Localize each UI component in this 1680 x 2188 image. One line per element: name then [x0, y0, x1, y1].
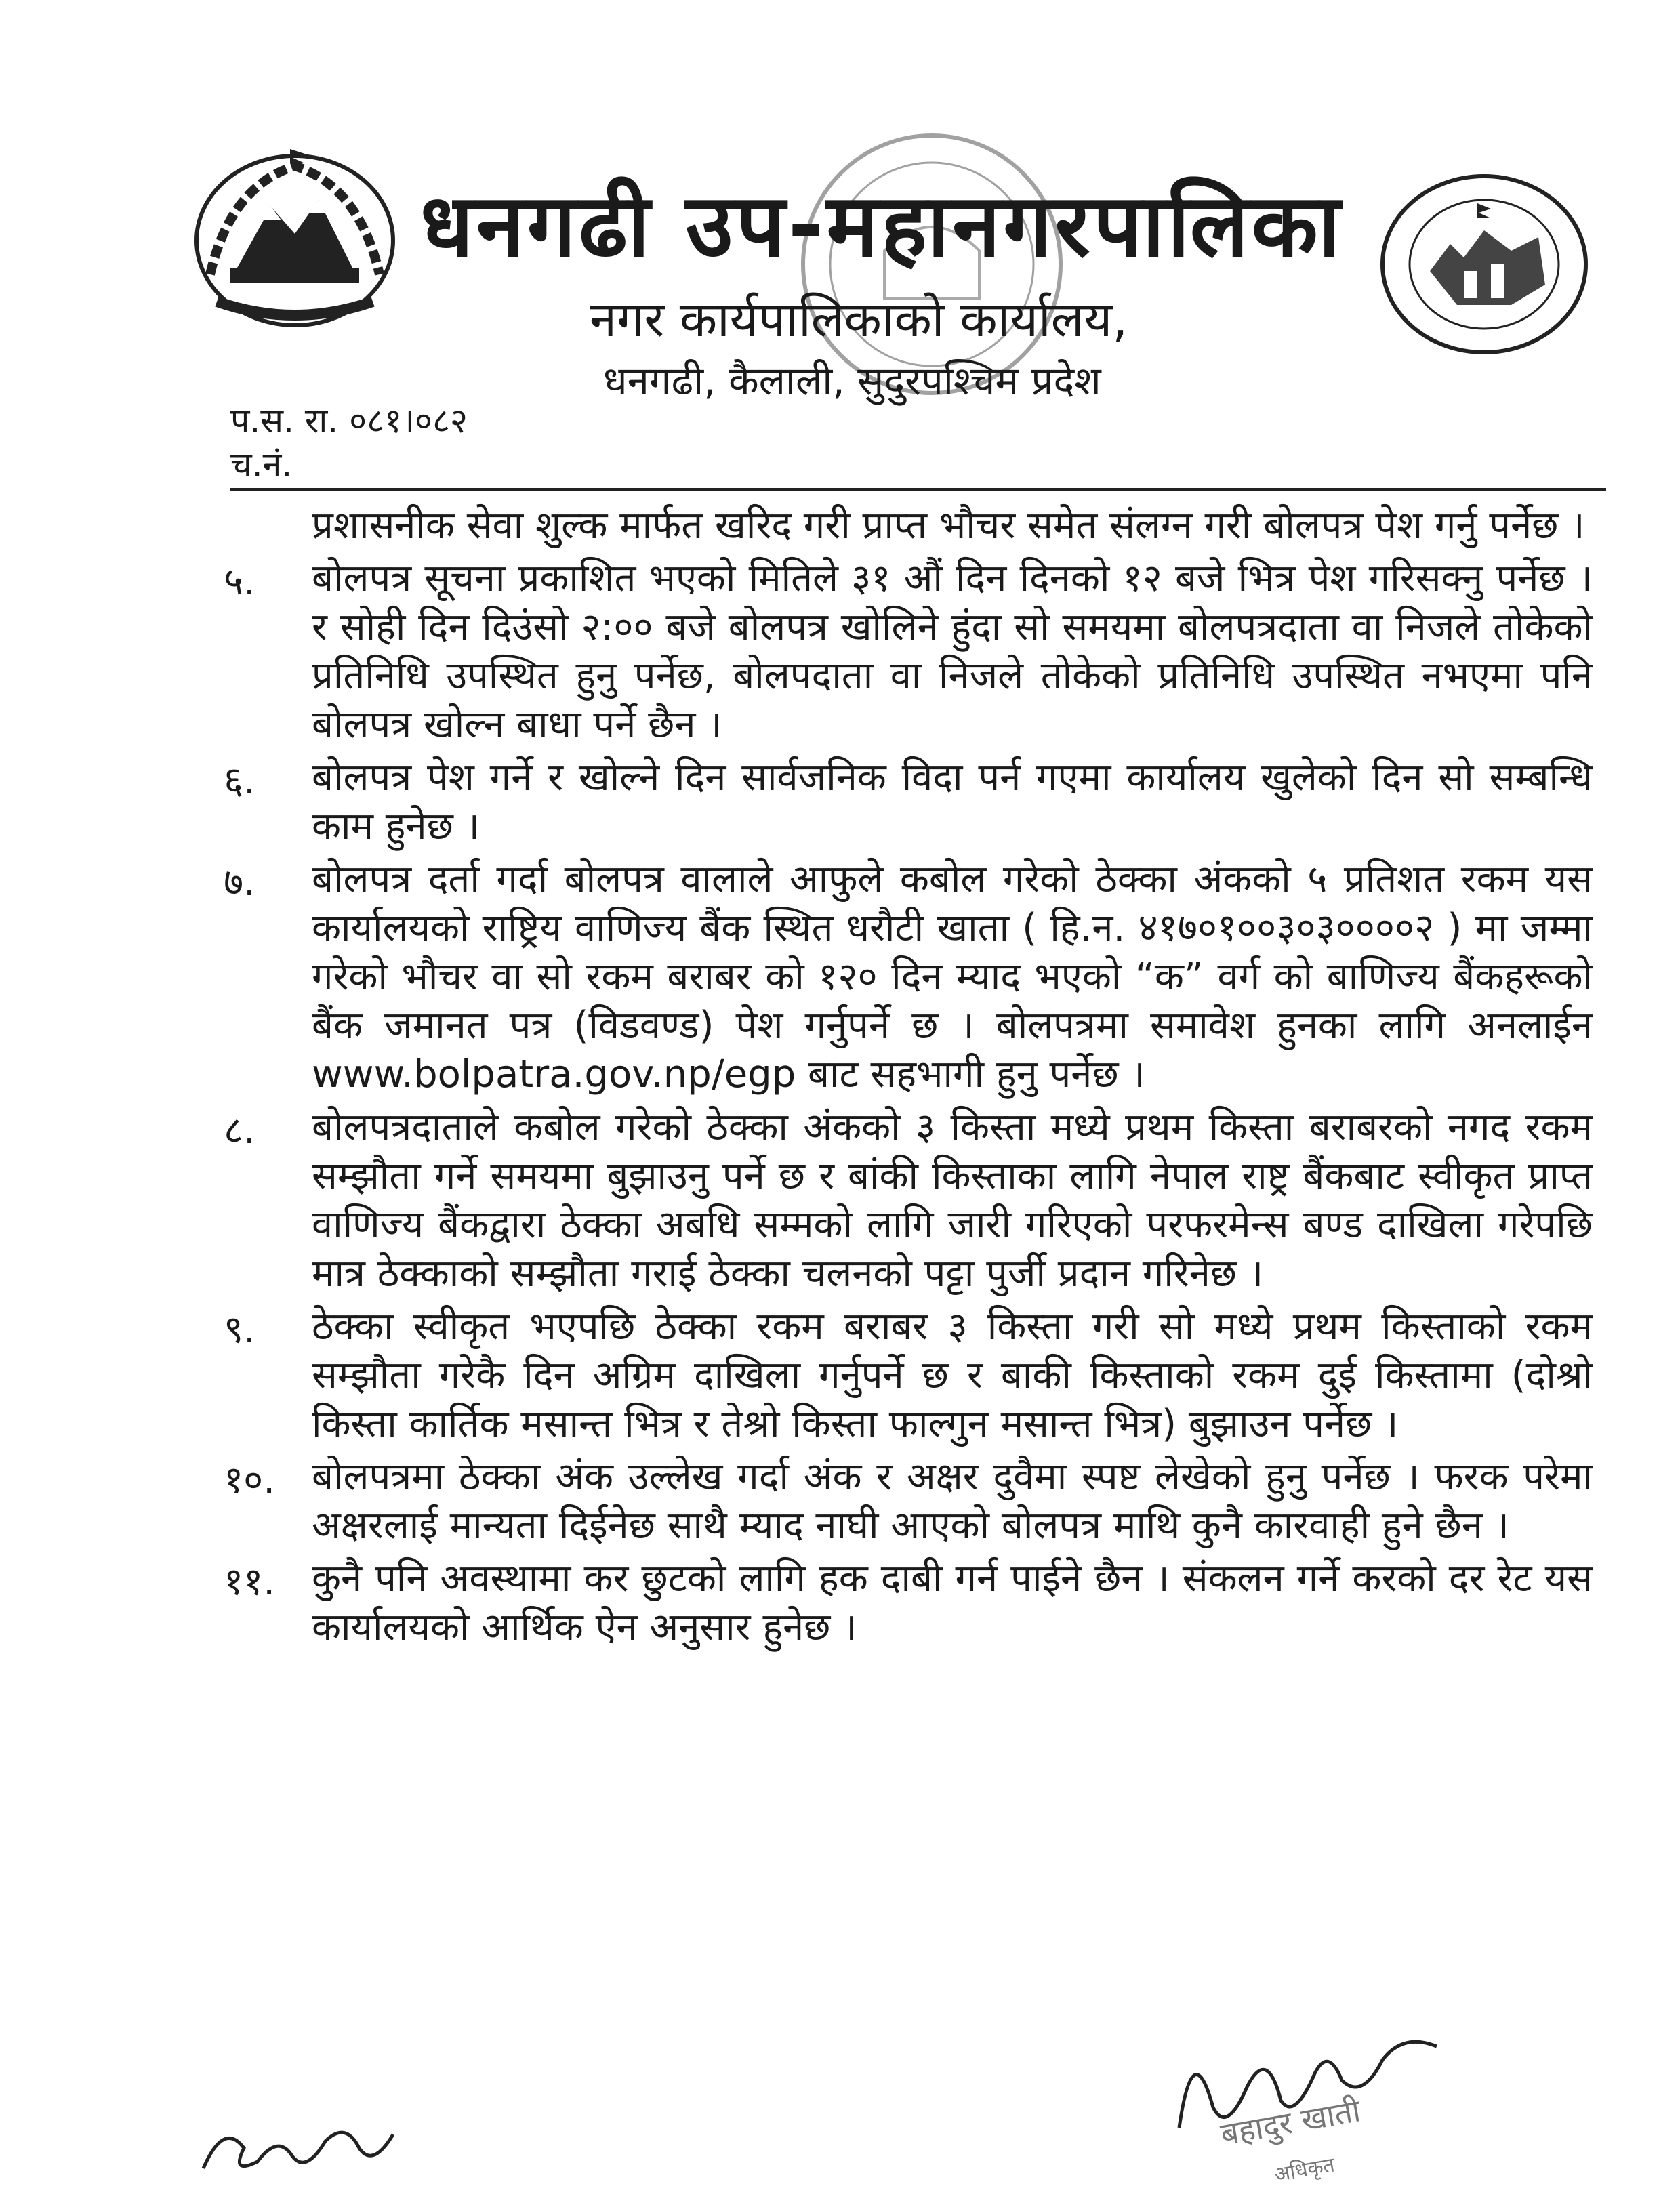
item-text: ठेक्का स्वीकृत भएपछि ठेक्का रकम बराबर ३ किस्ता गरी सो मध्ये प्रथम किस्ताको रकम सम्झौता गरेकै दिन अग्रिम दाखिला गर्नुपर्ने छ र बाकी किस्ताको रकम दुई किस्तामा (दोश्रो किस्ता कार्तिक मसान्त भित्र र तेश्रो किस्ता फाल्गुन मसान्त भित्र) बुझाउन पर्नेछ ।: [312, 1304, 1593, 1446]
item-number: ९.: [224, 1308, 255, 1352]
list-item: [224, 1554, 1593, 1652]
intro-continuation: प्रशासनीक सेवा शुल्क मार्फत खरिद गरी प्राप्त भौचर समेत संलग्न गरी बोलपत्र पेश गर्नु पर्नेछ ।: [312, 503, 1585, 548]
office-address: धनगढी, कैलाली, सुदुरपश्चिम प्रदेश: [603, 358, 1101, 404]
item-text: कुनै पनि अवस्थामा कर छुटको लागि हक दाबी गर्न पाईने छैन । संकलन गर्ने करको दर रेट यस कार्यालयको आर्थिक ऐन अनुसार हुनेछ ।: [312, 1556, 1593, 1649]
office-name: नगर कार्यपालिकाको कार्यालय,: [590, 291, 1128, 348]
list-item: [224, 554, 1593, 749]
stamp-name: बहादुर खाती: [1218, 2092, 1364, 2153]
item-text: बोलपत्रदाताले कबोल गरेको ठेक्का अंकको ३ किस्ता मध्ये प्रथम किस्ता बराबरको नगद रकम सम्झौता गर्ने समयमा बुझाउनु पर्ने छ र बांकी किस्ताका लागि नेपाल राष्ट्र बैंकबाट स्वीकृत प्राप्त वाणिज्य बैंकद्वारा ठेक्का अबधि सम्मको लागि जारी गरिएको परफरमेन्स बण्ड दाखिला गरेपछि मात्र ठेक्काको सम्झौता गराई ठेक्का चलनको पट्टा पुर्जी प्रदान गरिनेछ ।: [312, 1105, 1593, 1296]
item-number: ११.: [224, 1560, 276, 1604]
page-title: धनगढी उप-महानगरपालिका: [420, 176, 1343, 276]
item-text: बोलपत्रमा ठेक्का अंक उल्लेख गर्दा अंक र अक्षर दुवैमा स्पष्ट लेखेको हुनु पर्नेछ । फरक परेमा अक्षरलाई मान्यता दिईनेछ साथै म्याद नाघी आएको बोलपत्र माथि कुनै कारवाही हुने छैन ।: [312, 1455, 1593, 1548]
dispatch-number-label: च.नं.: [230, 445, 293, 484]
header-divider: [230, 488, 1606, 491]
handwritten-initials-signature: [197, 2094, 400, 2182]
list-item: [224, 754, 1593, 851]
item-number: १०.: [224, 1458, 276, 1502]
list-item: [224, 1453, 1593, 1550]
municipality-logo-icon: [1376, 169, 1593, 359]
item-text: बोलपत्र पेश गर्ने र खोल्ने दिन सार्वजनिक विदा पर्न गएमा कार्यालय खुलेको दिन सो सम्बन्धि काम हुनेछ ।: [312, 756, 1593, 848]
notice-body: [224, 501, 1593, 1652]
item-number: ७.: [224, 861, 255, 905]
item-text: बोलपत्र दर्ता गर्दा बोलपत्र वालाले आफुले कबोल गरेको ठेक्का अंकको ५ प्रतिशत रकम यस कार्यालयको राष्ट्रिय वाणिज्य बैंक स्थित धरौटी खाता ( हि.न. ४१७०१००३०३००००२ ) मा जम्मा गरेको भौचर वा सो रकम बराबर को १२० दिन म्याद भएको “क” वर्ग को बाणिज्य बैंकहरूको बैंक जमानत पत्र (विडवण्ड) पेश गर्नुपर्ने छ । बोलपत्रमा समावेश हुनका लागि अनलाईन www.bolpatra.gov.np/egp बाट सहभागी हुनु पर्नेछ ।: [312, 857, 1593, 1096]
item-number: ८.: [224, 1109, 255, 1153]
nepal-coat-of-arms-icon: [190, 146, 400, 335]
item-text: बोलपत्र सूचना प्रकाशित भएको मितिले ३१ औं दिन दिनको १२ बजे भित्र पेश गरिसक्नु पर्नेछ । र सोही दिन दिउंसो २:०० बजे बोलपत्र खोलिने हुंदा सो समयमा बोलपत्रदाता वा निजले तोकेको प्रतिनिधि उपस्थित हुनु पर्नेछ, बोलपदाता वा निजले तोकेको प्रतिनिधि उपस्थित नभएमा पनि बोलपत्र खोल्न बाधा पर्ने छैन ।: [312, 556, 1593, 747]
list-item: [224, 1302, 1593, 1449]
item-number: ६.: [224, 759, 255, 803]
fiscal-year-ref: प.स. रा. ०८१।०८२: [230, 401, 468, 440]
list-item: [224, 1103, 1593, 1298]
item-number: ५.: [224, 560, 255, 604]
stamp-role: अधिकृत: [1272, 2153, 1336, 2187]
list-item: [224, 855, 1593, 1099]
